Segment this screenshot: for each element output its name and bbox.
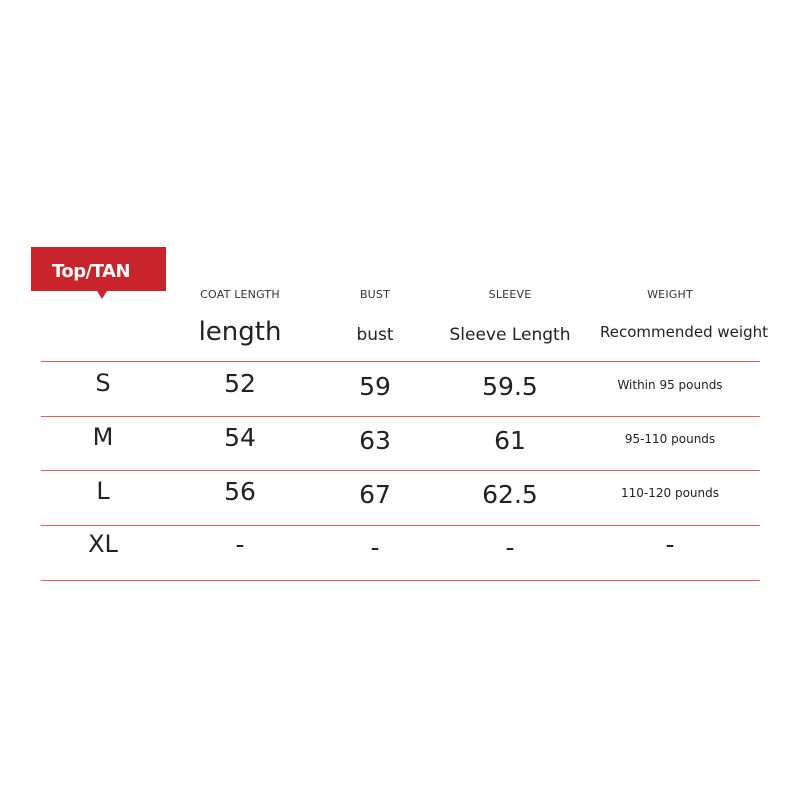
size-label: M	[92, 423, 114, 451]
row-divider	[41, 580, 760, 581]
subheader-length: length	[198, 317, 282, 347]
row-divider	[41, 361, 760, 362]
header-sleeve: SLEEVE	[488, 288, 532, 301]
bust-value: 59	[359, 372, 391, 401]
subheader-bust: bust	[356, 325, 394, 345]
length-value: -	[235, 530, 245, 559]
header-coat-length: COAT LENGTH	[200, 288, 280, 301]
sleeve-value: -	[505, 533, 515, 562]
weight-value: Within 95 pounds	[617, 378, 723, 392]
tag-label: Top/TAN	[51, 261, 131, 282]
length-value: 52	[224, 369, 256, 398]
bust-value: -	[370, 533, 380, 562]
bust-value: 67	[359, 480, 391, 509]
weight-value: -	[665, 530, 675, 559]
category-tag	[31, 247, 166, 291]
bust-value: 63	[359, 426, 391, 455]
size-label: XL	[88, 530, 118, 558]
weight-value: 95-110 pounds	[624, 432, 716, 446]
row-divider	[41, 470, 760, 471]
subheader-sleeve-length: Sleeve Length	[449, 325, 571, 345]
header-weight: WEIGHT	[647, 288, 693, 301]
sleeve-value: 61	[494, 426, 526, 455]
size-label: L	[96, 477, 110, 505]
sleeve-value: 62.5	[482, 480, 538, 509]
tag-pointer-icon	[97, 291, 107, 299]
weight-value: 110-120 pounds	[621, 486, 719, 500]
length-value: 54	[224, 423, 256, 452]
header-bust: BUST	[359, 288, 391, 301]
sleeve-value: 59.5	[482, 372, 538, 401]
subheader-recommended-weight: Recommended weight	[600, 323, 768, 341]
row-divider	[41, 525, 760, 526]
row-divider	[41, 416, 760, 417]
length-value: 56	[224, 477, 256, 506]
size-label: S	[95, 369, 111, 397]
